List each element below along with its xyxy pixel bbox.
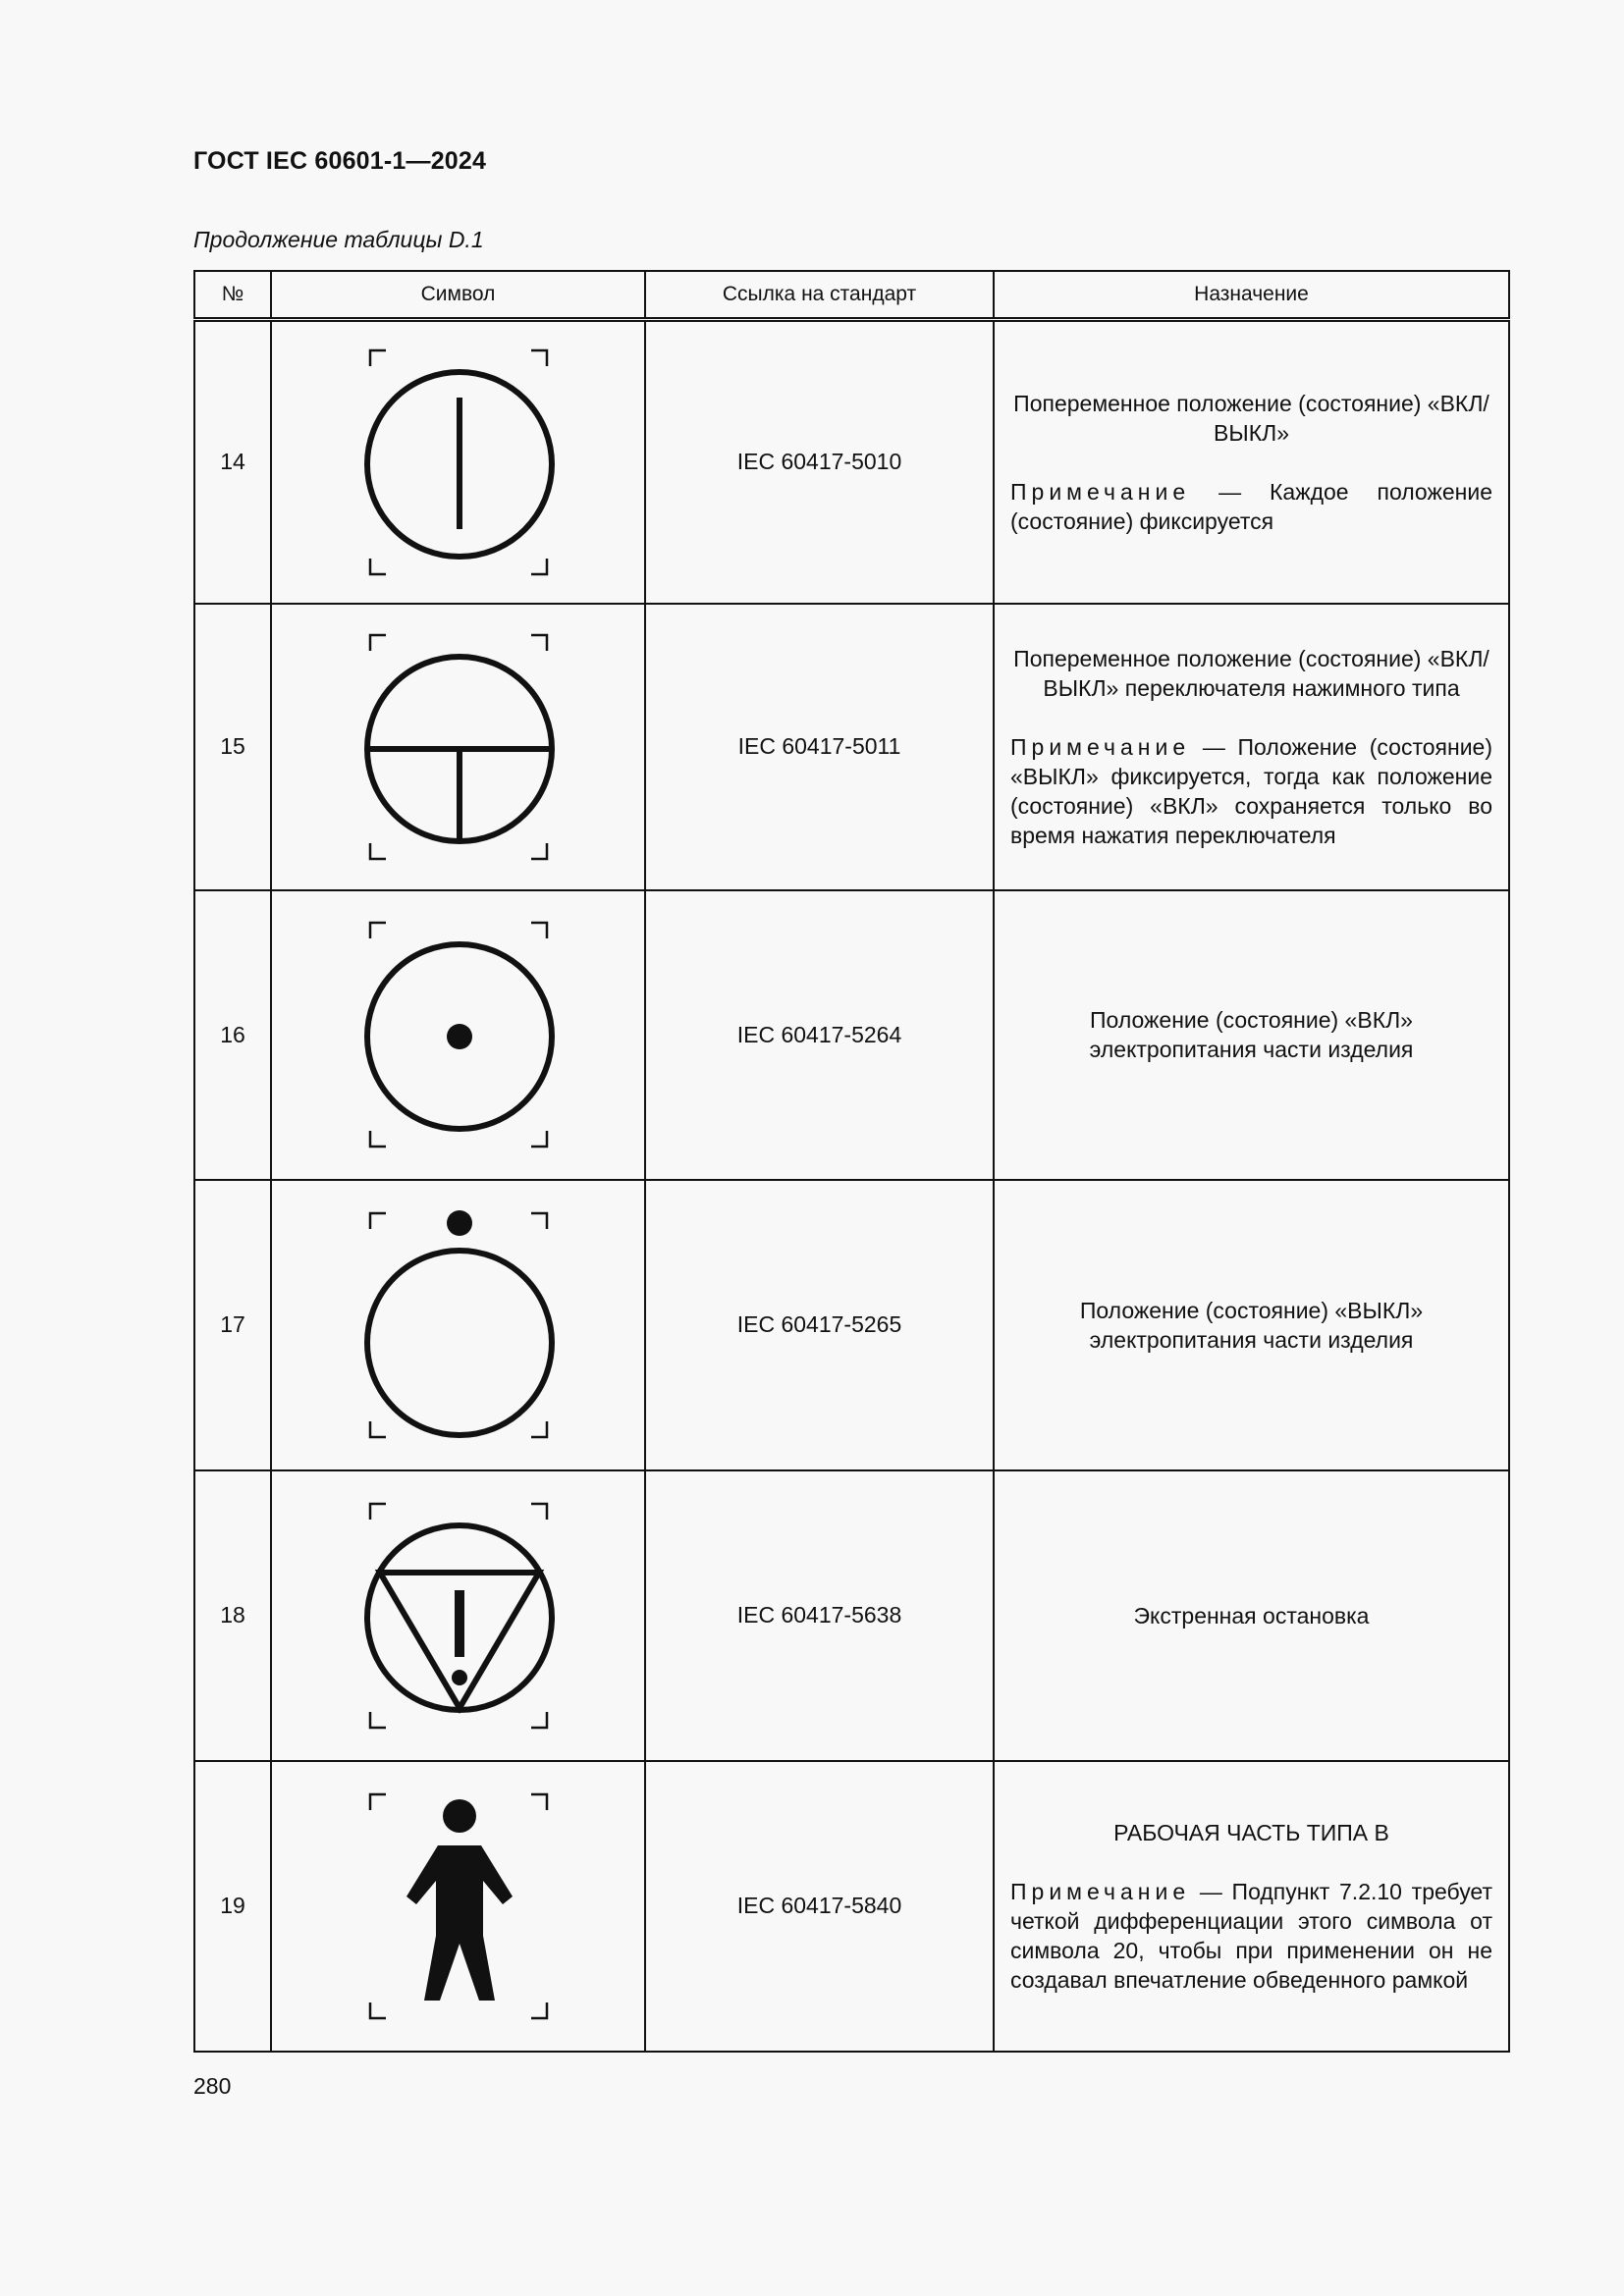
purpose-title: РАБОЧАЯ ЧАСТЬ ТИПА B [1113, 1819, 1389, 1845]
on-off-circle-line-icon [326, 335, 591, 590]
purpose-title: Попеременное положение (состояние) «ВКЛ/ВЫКЛ» переключателя нажимного типа [1013, 645, 1489, 701]
purpose-cell [994, 1761, 1509, 2052]
note-text: — Подпункт 7.2.10 требует четкой дифференциации этого символа от символа 20, чтобы при применении он не создавал впечатление обведенного рамкой [1010, 1878, 1492, 1993]
purpose-note [1010, 1877, 1492, 1995]
row-number: 18 [194, 1470, 271, 1761]
symbol-cell [271, 890, 645, 1180]
standard-reference: IEC 60417-5010 [645, 320, 994, 604]
row-number: 19 [194, 1761, 271, 2052]
table-row [194, 890, 1509, 1180]
symbol-cell [271, 1470, 645, 1761]
power-off-part-icon [326, 1198, 591, 1453]
purpose-cell [994, 604, 1509, 890]
purpose-title: Положение (состояние) «ВЫКЛ» электропитания части изделия [1079, 1297, 1424, 1353]
table-row [194, 320, 1509, 604]
emergency-stop-icon [326, 1488, 591, 1743]
header-reference: Ссылка на стандарт [645, 271, 994, 320]
header-purpose: Назначение [994, 271, 1509, 320]
standard-reference: IEC 60417-5265 [645, 1180, 994, 1470]
standard-reference: IEC 60417-5011 [645, 604, 994, 890]
symbols-table [193, 270, 1510, 2053]
table-row [194, 604, 1509, 890]
type-b-applied-part-icon [326, 1779, 591, 2034]
purpose-cell [994, 1180, 1509, 1470]
page-number: 280 [193, 2073, 232, 2099]
row-number: 16 [194, 890, 271, 1180]
symbol-cell [271, 1180, 645, 1470]
purpose-title: Попеременное положение (состояние) «ВКЛ/ВЫКЛ» [1013, 390, 1489, 446]
purpose-note [1010, 732, 1492, 850]
note-text: — Положение (состояние) «ВЫКЛ» фиксируется, тогда как положение (состояние) «ВКЛ» сохраняется только во время нажатия переключателя [1010, 733, 1492, 848]
purpose-cell [994, 890, 1509, 1180]
note-label: Примечание [1010, 1878, 1191, 1904]
purpose-cell [994, 320, 1509, 604]
push-on-push-off-icon [326, 619, 591, 875]
header-number: № [194, 271, 271, 320]
purpose-title: Положение (состояние) «ВКЛ» электропитания части изделия [1089, 1007, 1414, 1062]
table-caption: Продолжение таблицы D.1 [193, 227, 484, 252]
power-on-part-icon [326, 907, 591, 1162]
note-label: Примечание [1010, 478, 1191, 505]
purpose-title: Экстренная остановка [1133, 1602, 1370, 1629]
row-number: 15 [194, 604, 271, 890]
document-header: ГОСТ IEC 60601-1—2024 [193, 147, 487, 175]
table-row [194, 1180, 1509, 1470]
note-text: — Каждое положение (состояние) фиксируется [1010, 478, 1492, 534]
symbol-cell [271, 320, 645, 604]
symbol-cell [271, 1761, 645, 2052]
note-label: Примечание [1010, 733, 1191, 760]
row-number: 17 [194, 1180, 271, 1470]
header-symbol: Символ [271, 271, 645, 320]
standard-reference: IEC 60417-5264 [645, 890, 994, 1180]
purpose-cell [994, 1470, 1509, 1761]
standard-reference: IEC 60417-5840 [645, 1761, 994, 2052]
purpose-note [1010, 477, 1492, 536]
symbol-cell [271, 604, 645, 890]
row-number: 14 [194, 320, 271, 604]
table-header-row [194, 271, 1509, 320]
table-row [194, 1470, 1509, 1761]
standard-reference: IEC 60417-5638 [645, 1470, 994, 1761]
table-row [194, 1761, 1509, 2052]
